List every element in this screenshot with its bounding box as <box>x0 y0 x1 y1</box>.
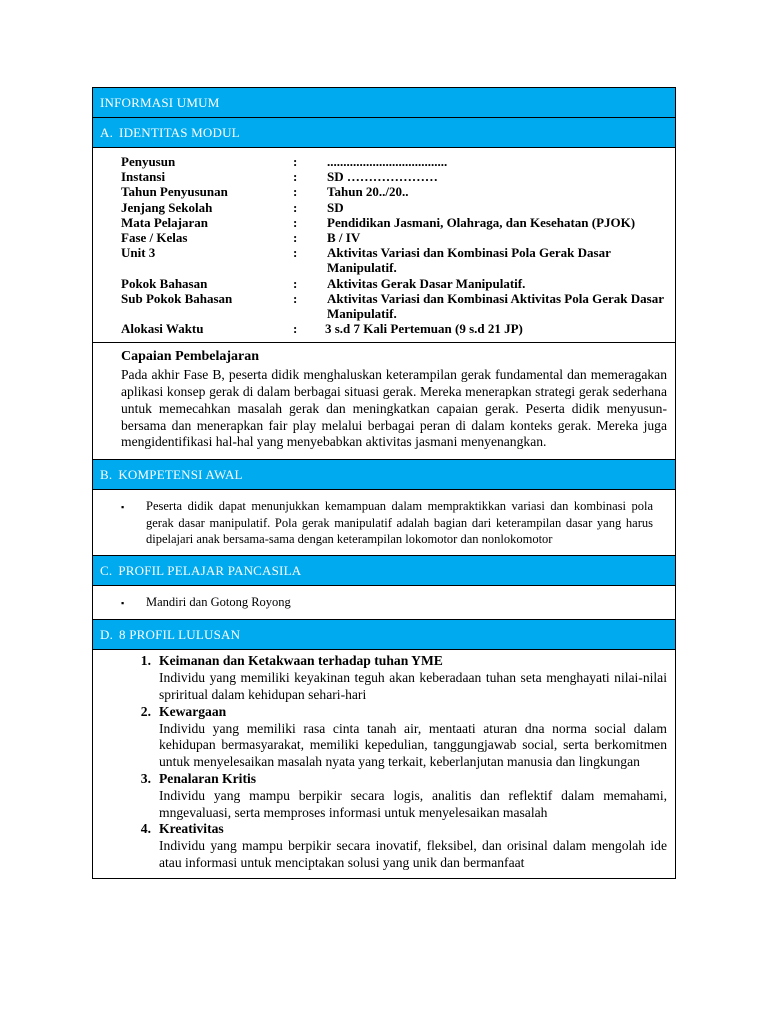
identitas-key: Unit 3 <box>121 245 156 261</box>
pancasila-text: Mandiri dan Gotong Royong <box>146 595 291 610</box>
lulusan-item <box>121 771 667 821</box>
identitas-value: Aktivitas Variasi dan Kombinasi Aktivitas Pola Gerak Dasar Manipulatif. <box>327 290 664 322</box>
section-number: A. <box>100 125 114 140</box>
identitas-row <box>121 154 665 169</box>
kompetensi-awal-list <box>93 490 675 556</box>
lulusan-description: Individu yang mampu berpikir secara inovatif, fleksibel, dan orisinal dalam mengolah ide atau informasi untuk menciptakan solusi yang unik dan bermanfaat <box>159 838 667 870</box>
module-document <box>92 87 676 879</box>
identitas-row <box>121 215 665 230</box>
identitas-row <box>121 276 665 291</box>
section-title: PROFIL PELAJAR PANCASILA <box>118 563 302 579</box>
identitas-colon: : <box>293 230 298 246</box>
identitas-colon: : <box>293 245 298 261</box>
capaian-title: Capaian Pembelajaran <box>121 349 260 365</box>
list-item <box>121 498 653 547</box>
identitas-key: Mata Pelajaran <box>121 214 209 230</box>
lulusan-item <box>121 821 667 871</box>
section-header-lulusan <box>93 620 675 650</box>
identitas-modul-table <box>93 148 675 343</box>
lulusan-title: Kewargaan <box>159 703 227 719</box>
identitas-key: Instansi <box>121 169 166 185</box>
identitas-key: Alokasi Waktu <box>121 321 204 337</box>
identitas-key: Tahun Penyusunan <box>121 184 228 200</box>
identitas-value: SD ………………… <box>327 169 438 185</box>
lulusan-body <box>151 771 667 821</box>
identitas-value: SD <box>327 199 344 215</box>
lulusan-body <box>151 704 667 771</box>
lulusan-body <box>151 821 667 871</box>
lulusan-description: Individu yang mampu berpikir secara logis, analitis dan reflektif dalam memahami, mngevaluasi, serta memproses informasi untuk menyelesaikan masalah <box>159 787 667 820</box>
identitas-row <box>121 184 665 199</box>
profil-pancasila-list <box>93 586 675 620</box>
identitas-key: Jenjang Sekolah <box>121 199 213 215</box>
profil-lulusan-list <box>93 650 675 877</box>
section-title: KOMPETENSI AWAL <box>118 467 243 483</box>
identitas-colon: : <box>293 169 298 185</box>
section-title: IDENTITAS MODUL <box>119 125 240 140</box>
identitas-row <box>121 245 665 275</box>
bullet-icon: ▪ <box>121 598 125 609</box>
identitas-colon: : <box>293 214 298 230</box>
identitas-row <box>121 321 665 336</box>
section-number: B. <box>100 467 113 483</box>
lulusan-number: 4. <box>140 821 151 837</box>
identitas-row <box>121 200 665 215</box>
identitas-colon: : <box>293 275 298 291</box>
identitas-value: B / IV <box>327 230 361 246</box>
identitas-colon: : <box>293 199 298 215</box>
identitas-key: Fase / Kelas <box>121 230 188 246</box>
identitas-value: Tahun 20../20.. <box>327 184 409 200</box>
lulusan-item <box>121 704 667 771</box>
list-item <box>121 594 653 611</box>
lulusan-item <box>121 653 667 703</box>
capaian-text: Pada akhir Fase B, peserta didik menghaluskan keterampilan gerak fundamental dan memeragakan aplikasi konsep gerak di dalam berbagai situasi gerak. Mereka menerapkan strategi gerak sederhana untuk memecahkan masalah gerak dan meningkatkan capaian gerak. Peserta didik menyusun-bersama dan menerapkan fair play melalui berbagai peran di dalam konteks gerak. Mereka juga mengidentifikasi hal-hal yang menyebabkan aktivitas jasmani menyenangkan. <box>121 367 667 450</box>
section-header-identitas <box>93 118 675 148</box>
identitas-value: 3 s.d 7 Kali Pertemuan (9 s.d 21 JP) <box>325 321 523 337</box>
identitas-key: Sub Pokok Bahasan <box>121 290 233 306</box>
section-header-kompetensi <box>93 460 675 490</box>
identitas-key: Penyusun <box>121 154 176 169</box>
lulusan-title: Penalaran Kritis <box>159 770 257 786</box>
identitas-key: Pokok Bahasan <box>121 275 208 291</box>
lulusan-number: 3. <box>140 770 151 786</box>
header-informasi-umum <box>93 88 675 118</box>
bullet-icon: ▪ <box>121 502 125 513</box>
lulusan-title: Kreativitas <box>159 821 224 837</box>
identitas-colon: : <box>293 154 298 169</box>
section-title: 8 PROFIL LULUSAN <box>119 627 241 643</box>
identitas-colon: : <box>293 184 298 200</box>
identitas-colon: : <box>293 290 298 306</box>
lulusan-description: Individu yang memiliki rasa cinta tanah air, mentaati aturan dna norma social dalam kehidupan bermasyarakat, memiliki kepedulian, tanggungjawab social, serta berkomitmen untuk menyelesaikan masalah nyata yang terkait, keberlanjutan manusia dan lingkungan <box>159 720 667 770</box>
lulusan-title: Keimanan dan Ketakwaan terhadap tuhan YME <box>159 653 443 669</box>
identitas-row <box>121 230 665 245</box>
lulusan-description: Individu yang memiliki keyakinan teguh akan keberadaan tuhan seta menghayati nilai-nilai spriritual dalam kehidupan sehari-hari <box>159 670 667 702</box>
capaian-pembelajaran <box>93 343 675 460</box>
identitas-row <box>121 169 665 184</box>
identitas-value: Aktivitas Variasi dan Kombinasi Pola Gerak Dasar Manipulatif. <box>327 245 611 276</box>
section-header-pancasila <box>93 556 675 586</box>
lulusan-number: 1. <box>140 653 151 669</box>
identitas-colon: : <box>293 321 298 337</box>
identitas-value: Aktivitas Gerak Dasar Manipulatif. <box>327 275 526 291</box>
section-number: D. <box>100 627 114 643</box>
lulusan-number: 2. <box>140 703 151 719</box>
lulusan-body <box>151 653 667 703</box>
header-title: INFORMASI UMUM <box>100 95 220 110</box>
identitas-value: ..................................... <box>327 154 448 169</box>
identitas-value: Pendidikan Jasmani, Olahraga, dan Kesehatan (PJOK) <box>327 214 636 230</box>
section-number: C. <box>100 563 113 579</box>
kompetensi-text: Peserta didik dapat menunjukkan kemampuan dalam mempraktikkan variasi dan kombinasi pola gerak dasar manipulatif. Pola gerak manipulatif adalah bagian dari keterampilan dasar yang harus dipelajari anak bersama-sama dengan keterampilan lokomotor dan nonlokomotor <box>146 499 653 546</box>
identitas-row <box>121 291 665 321</box>
